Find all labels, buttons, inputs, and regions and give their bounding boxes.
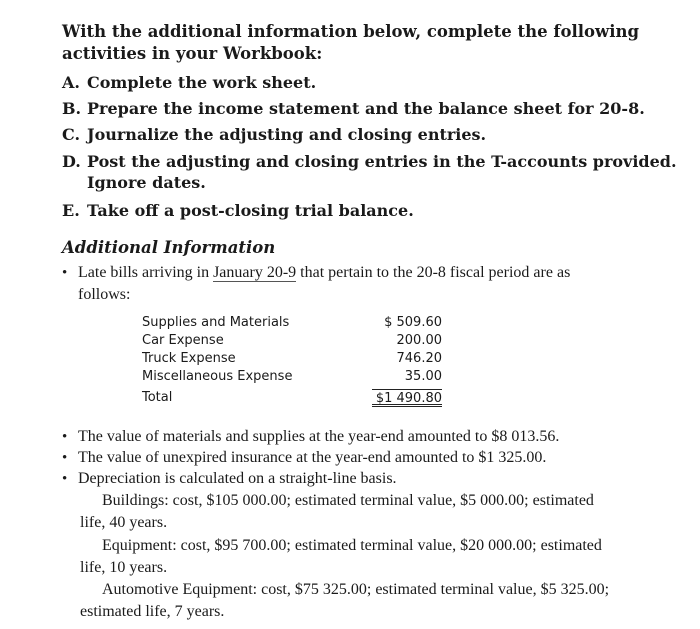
bill-label: Miscellaneous Expense — [142, 369, 293, 384]
activity-letter: B. — [62, 99, 82, 118]
activity-letter: C. — [62, 125, 81, 144]
bill-total-row — [142, 389, 442, 407]
bill-amount: 746.20 — [396, 351, 442, 366]
late-bills-text-continued: follows: — [78, 286, 131, 303]
insurance-bullet — [62, 447, 672, 469]
bill-row — [142, 368, 442, 386]
late-bills-text-pre: Late bills arriving in — [78, 264, 214, 281]
late-bills-table — [142, 314, 442, 407]
late-bills-date: January 20-9 — [213, 264, 297, 281]
activity-c — [62, 124, 682, 145]
bullet-text: The value of materials and supplies at the year-end amounted to $8 013.56. — [78, 428, 560, 445]
bullet-text: Depreciation is calculated on a straight-line basis. — [78, 470, 397, 487]
depreciation-line: Buildings: cost, $105 000.00; estimated terminal value, $5 000.00; estimated — [102, 492, 594, 509]
instructions-intro: With the additional information below, complete the following activities in your Workbook: — [62, 22, 640, 63]
bill-label: Car Expense — [142, 333, 224, 348]
activity-letter: E. — [62, 201, 80, 220]
bullet-icon: • — [62, 265, 68, 281]
materials-bullet — [62, 426, 672, 448]
bill-total-label: Total — [142, 390, 173, 405]
activity-text: Prepare the income statement and the balance sheet for 20-8. — [87, 99, 645, 118]
bill-row — [142, 314, 442, 332]
activity-b — [62, 98, 682, 119]
bill-amount: 35.00 — [404, 369, 442, 384]
activity-text-continued: Ignore dates. — [87, 173, 206, 192]
bill-label: Supplies and Materials — [142, 315, 290, 330]
bill-label: Truck Expense — [142, 351, 236, 366]
bullet-icon: • — [62, 429, 68, 445]
depreciation-line: Automotive Equipment: cost, $75 325.00; estimated terminal value, $5 325.00; — [102, 581, 610, 598]
bullet-text: The value of unexpired insurance at the year-end amounted to $1 325.00. — [78, 449, 547, 466]
activity-text: Post the adjusting and closing entries in the T-accounts provided. — [87, 152, 677, 171]
activity-d — [62, 151, 682, 193]
bill-amount: 200.00 — [396, 333, 442, 348]
depreciation-line: Equipment: cost, $95 700.00; estimated terminal value, $20 000.00; estimated — [102, 537, 602, 554]
depreciation-automotive — [80, 579, 670, 623]
activity-text: Journalize the adjusting and closing entries. — [87, 125, 487, 144]
bullet-icon: • — [62, 450, 68, 466]
late-bills-bullet — [62, 262, 672, 306]
depreciation-buildings — [80, 490, 670, 534]
activity-letter: A. — [62, 73, 80, 92]
bill-row — [142, 332, 442, 350]
activity-letter: D. — [62, 152, 81, 171]
activity-a — [62, 72, 682, 93]
activity-text: Complete the work sheet. — [87, 73, 317, 92]
depreciation-line: life, 40 years. — [80, 514, 168, 531]
depreciation-bullet — [62, 468, 672, 490]
bill-row — [142, 350, 442, 368]
depreciation-line: life, 10 years. — [80, 559, 168, 576]
additional-info-heading: Additional Information — [62, 238, 276, 257]
bill-amount: $ 509.60 — [384, 315, 442, 330]
depreciation-equipment — [80, 535, 670, 579]
bullet-icon: • — [62, 471, 68, 487]
bill-total-amount: $1 490.80 — [372, 389, 442, 407]
activity-e — [62, 200, 682, 221]
depreciation-line: estimated life, 7 years. — [80, 603, 225, 620]
late-bills-text-post: that pertain to the 20-8 fiscal period are as — [296, 264, 571, 281]
activity-text: Take off a post-closing trial balance. — [87, 201, 414, 220]
